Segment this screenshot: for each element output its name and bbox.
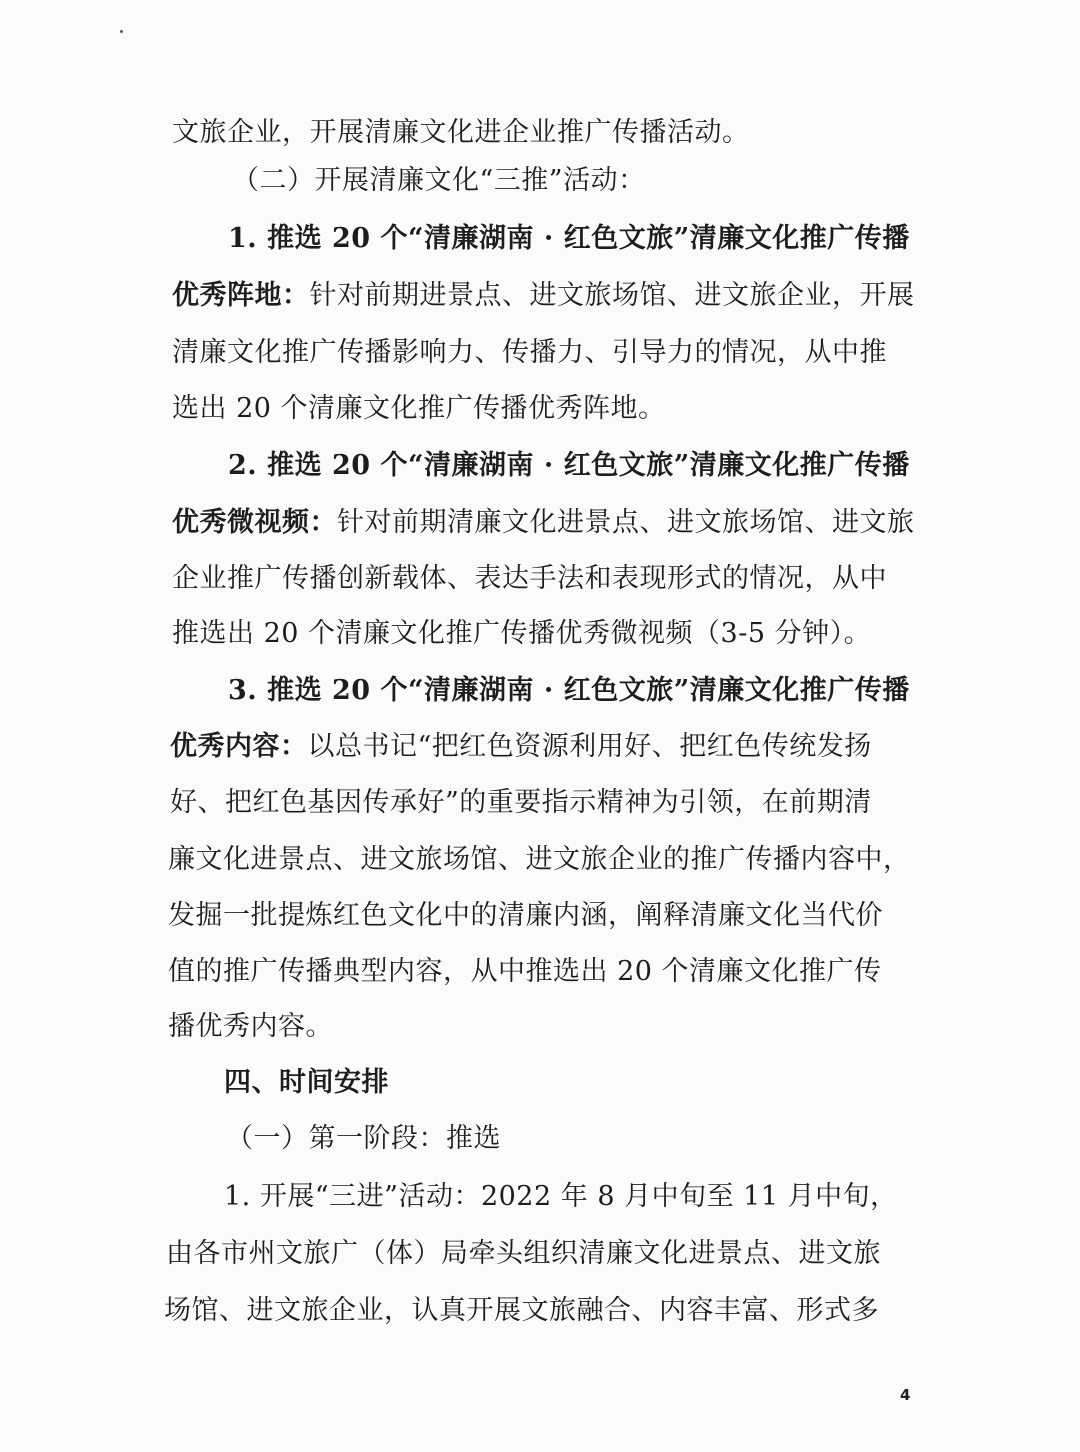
section-heading: 四、时间安排 [224,1067,389,1098]
section-subheading: （一）第一阶段：推选 [226,1123,501,1154]
text-line: 由各市州文旅广（体）局牵头组织清廉文化进景点、进文旅 [166,1238,881,1269]
section-subheading: （二）开展清廉文化“三推”活动： [232,165,646,196]
text-line: 好、把红色基因传承好”的重要指示精神为引领，在前期清 [170,787,872,818]
item-heading: 3. 推选 20 个“清廉湖南 · 红色文旅”清廉文化推广传播 [228,675,910,706]
text-line: 清廉文化推广传播影响力、传播力、引导力的情况，从中推 [172,337,887,368]
item-heading: 2. 推选 20 个“清廉湖南 · 红色文旅”清廉文化推广传播 [228,450,910,481]
text-line: 播优秀内容。 [168,1011,333,1042]
scan-speck [120,30,123,33]
text-line: 1. 开展“三进”活动：2022 年 8 月中旬至 11 月中旬， [224,1181,898,1212]
item-title: 优秀微视频： [172,507,337,538]
text-line: 推选出 20 个清廉文化推广传播优秀微视频（3-5 分钟）。 [172,618,872,649]
text-line: 文旅企业，开展清廉文化进企业推广传播活动。 [172,117,750,148]
page-number: 4 [900,1386,911,1404]
text-line: 廉文化进景点、进文旅场馆、进文旅企业的推广传播内容中， [168,844,911,875]
item-text: 针对前期进景点、进文旅场馆、进文旅企业，开展 [309,280,915,311]
item-text: 针对前期清廉文化进景点、进文旅场馆、进文旅 [337,507,915,538]
item-title: 优秀内容： [170,731,308,762]
text-line [172,279,915,313]
text-line: 场馆、进文旅企业，认真开展文旅融合、内容丰富、形式多 [164,1295,879,1326]
text-line: 发掘一批提炼红色文化中的清廉内涵，阐释清廉文化当代价 [168,900,883,931]
item-title: 优秀阵地： [172,280,310,311]
text-line [170,730,872,764]
text-line: 选出 20 个清廉文化推广传播优秀阵地。 [172,393,666,424]
text-line [172,506,915,540]
item-text: 以总书记“把红色资源利用好、把红色传统发扬 [307,731,872,762]
item-heading: 1. 推选 20 个“清廉湖南 · 红色文旅”清廉文化推广传播 [228,223,910,254]
text-line: 值的推广传播典型内容，从中推选出 20 个清廉文化推广传 [168,956,882,987]
text-line: 企业推广传播创新载体、表达手法和表现形式的情况，从中 [172,563,887,594]
